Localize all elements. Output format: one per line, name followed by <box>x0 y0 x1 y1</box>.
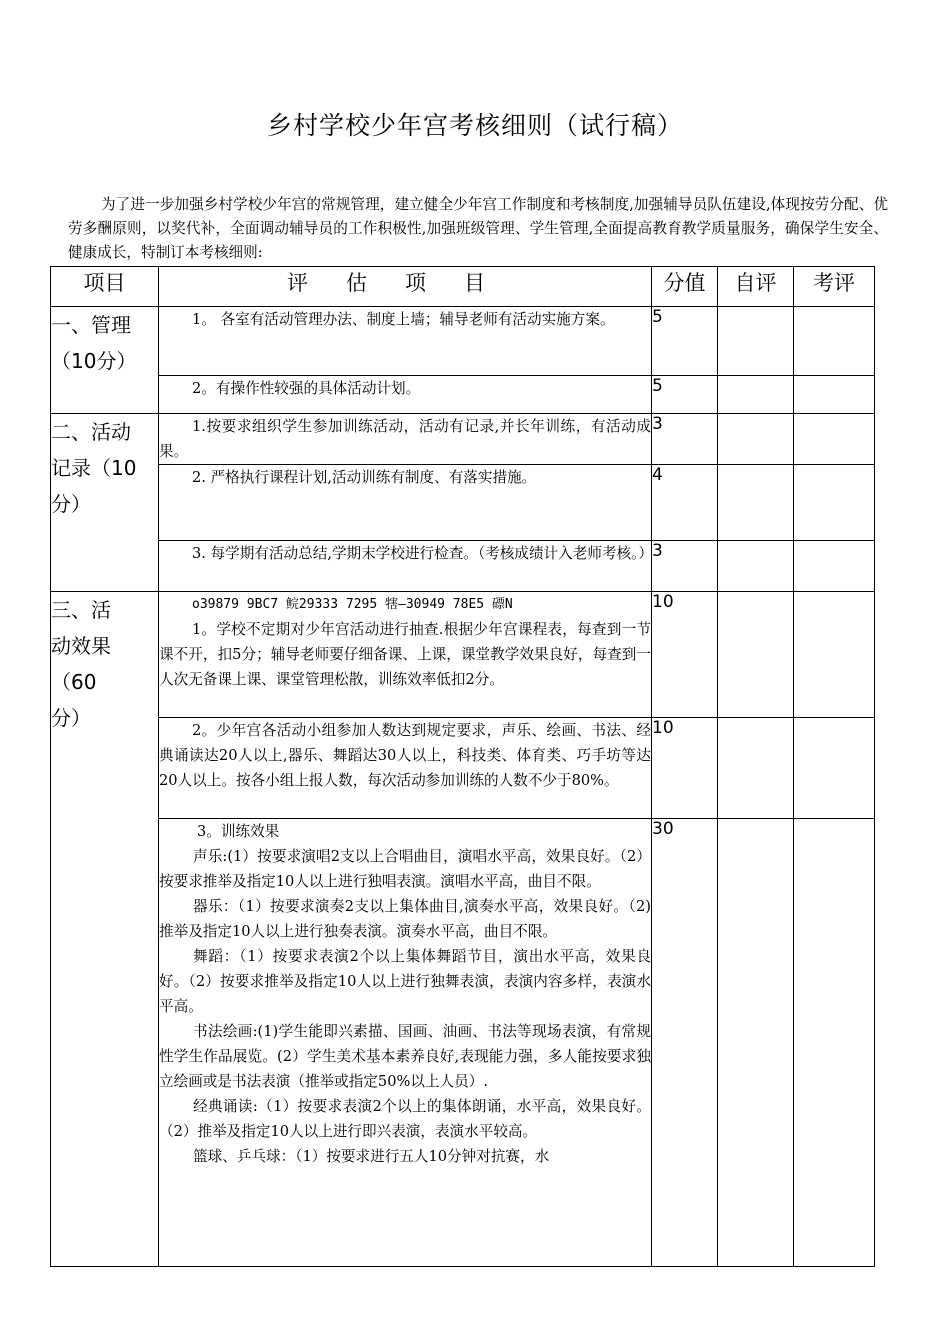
self-eval-cell[interactable] <box>718 307 794 376</box>
review-cell[interactable] <box>794 376 875 414</box>
criteria-cell: o39879 9BC7 鲩29333 7295 犗—30949 78E5 磦N 1。学校不定期对少年宫活动进行抽查.根据少年宫课程表，每查到一节课不开，扣5分；辅导老师要仔细备课、上课，课堂教学效果良好，每查到一人次无备课上课、课堂管理松散，训练效率低扣2分。 <box>159 592 652 718</box>
score-cell: 10 <box>652 592 718 718</box>
self-eval-cell[interactable] <box>718 592 794 718</box>
criteria-cell: 3。训练效果 声乐:(1）按要求演唱2支以上合唱曲目，演唱水平高，效果良好。（2）按要求推举及指定10人以上进行独唱表演。演唱水平高，曲目不限。 器乐：（1）按要求演奏2支以上集体曲目,演奏水平高，效果良好。（2)推举及指定10人以上进行独奏表演。演奏水平高，曲目不限。 舞蹈：（1）按要求表演2个以上集体舞蹈节目，演出水平高，效果良好。（2）按要求推举及指定10人以上进行独舞表演，表演内容多样，表演水平高。 书法绘画:(1)学生能即兴素描、国画、油画、书法等现场表演，有常规性学生作品展览。(2）学生美术基本素养良好,表现能力强，多人能按要求独立绘画或是书法表演（推举或指定50%以上人员）. 经典诵读:（1）按要求表演2个以上的集体朗诵，水平高，效果良好。（2）推举及指定10人以上进行即兴表演，表演水平较高。 篮球、乒乓球：（1）按要求进行五人10分钟对抗赛，水 <box>159 819 652 1267</box>
criteria-cell: 2. 严格执行课程计划,活动训练有制度、有落实措施。 <box>159 465 652 541</box>
score-cell: 5 <box>652 376 718 414</box>
assessment-table <box>50 266 875 1267</box>
table-row <box>51 819 875 1267</box>
self-eval-cell[interactable] <box>718 414 794 465</box>
header-self-eval-col: 自评 <box>718 267 794 307</box>
score-cell: 4 <box>652 465 718 541</box>
category-activity-record: 二、活动 记录（10 分） <box>51 414 159 592</box>
criteria-cell: 1.按要求组织学生参加训练活动，活动有记录,并长年训练，有活动成果。 <box>159 414 652 465</box>
self-eval-cell[interactable] <box>718 718 794 819</box>
code-line: o39879 9BC7 鲩29333 7295 犗—30949 78E5 磦N <box>192 597 513 612</box>
intro-paragraph: 为了进一步加强乡村学校少年宫的常规管理，建立健全少年宫工作制度和考核制度,加强辅导员队伍建设,体现按劳分配、优劳多酬原则，以奖代补，全面调动辅导员的工作积极性,加强班级管理、学生管理,全面提高教育教学质量服务，确保学生安全、健康成长，特制订本考核细则: <box>68 196 888 261</box>
self-eval-cell[interactable] <box>718 541 794 592</box>
criteria-cell: 1。 各室有活动管理办法、制度上墙；辅导老师有活动实施方案。 <box>159 307 652 376</box>
score-cell: 30 <box>652 819 718 1267</box>
self-eval-cell[interactable] <box>718 819 794 1267</box>
category-activity-effect: 三、活 动效果 （60 分） <box>51 592 159 1267</box>
review-cell[interactable] <box>794 819 875 1267</box>
criteria-cell: 3. 每学期有活动总结,学期末学校进行检查。（考核成绩计入老师考核。） <box>159 541 652 592</box>
table-row <box>51 718 875 819</box>
header-item-col: 项目 <box>51 267 159 307</box>
table-row <box>51 541 875 592</box>
review-cell[interactable] <box>794 414 875 465</box>
table-row <box>51 376 875 414</box>
criteria-cell: 2。有操作性较强的具体活动计划。 <box>159 376 652 414</box>
self-eval-cell[interactable] <box>718 376 794 414</box>
review-cell[interactable] <box>794 307 875 376</box>
header-criteria-col: 评估项目 <box>159 267 652 307</box>
score-cell: 3 <box>652 541 718 592</box>
header-score-col: 分值 <box>652 267 718 307</box>
category-management: 一、管理 （10分） <box>51 307 159 414</box>
self-eval-cell[interactable] <box>718 465 794 541</box>
table-row <box>51 414 875 465</box>
score-cell: 5 <box>652 307 718 376</box>
table-header-row <box>51 267 875 307</box>
header-review-col: 考评 <box>794 267 875 307</box>
review-cell[interactable] <box>794 541 875 592</box>
table-row <box>51 307 875 376</box>
score-cell: 3 <box>652 414 718 465</box>
page-title: 乡村学校少年宫考核细则（试行稿） <box>266 111 683 140</box>
score-cell: 10 <box>652 718 718 819</box>
review-cell[interactable] <box>794 465 875 541</box>
review-cell[interactable] <box>794 592 875 718</box>
table-row <box>51 465 875 541</box>
criteria-cell: 2。少年宫各活动小组参加人数达到规定要求，声乐、绘画、书法、经典诵读达20人以上,器乐、舞蹈达30人以上，科技类、体育类、巧手坊等达20人以上。按各小组上报人数，每次活动参加训练的人数不少于80%。 <box>159 718 652 819</box>
review-cell[interactable] <box>794 718 875 819</box>
table-row <box>51 592 875 718</box>
